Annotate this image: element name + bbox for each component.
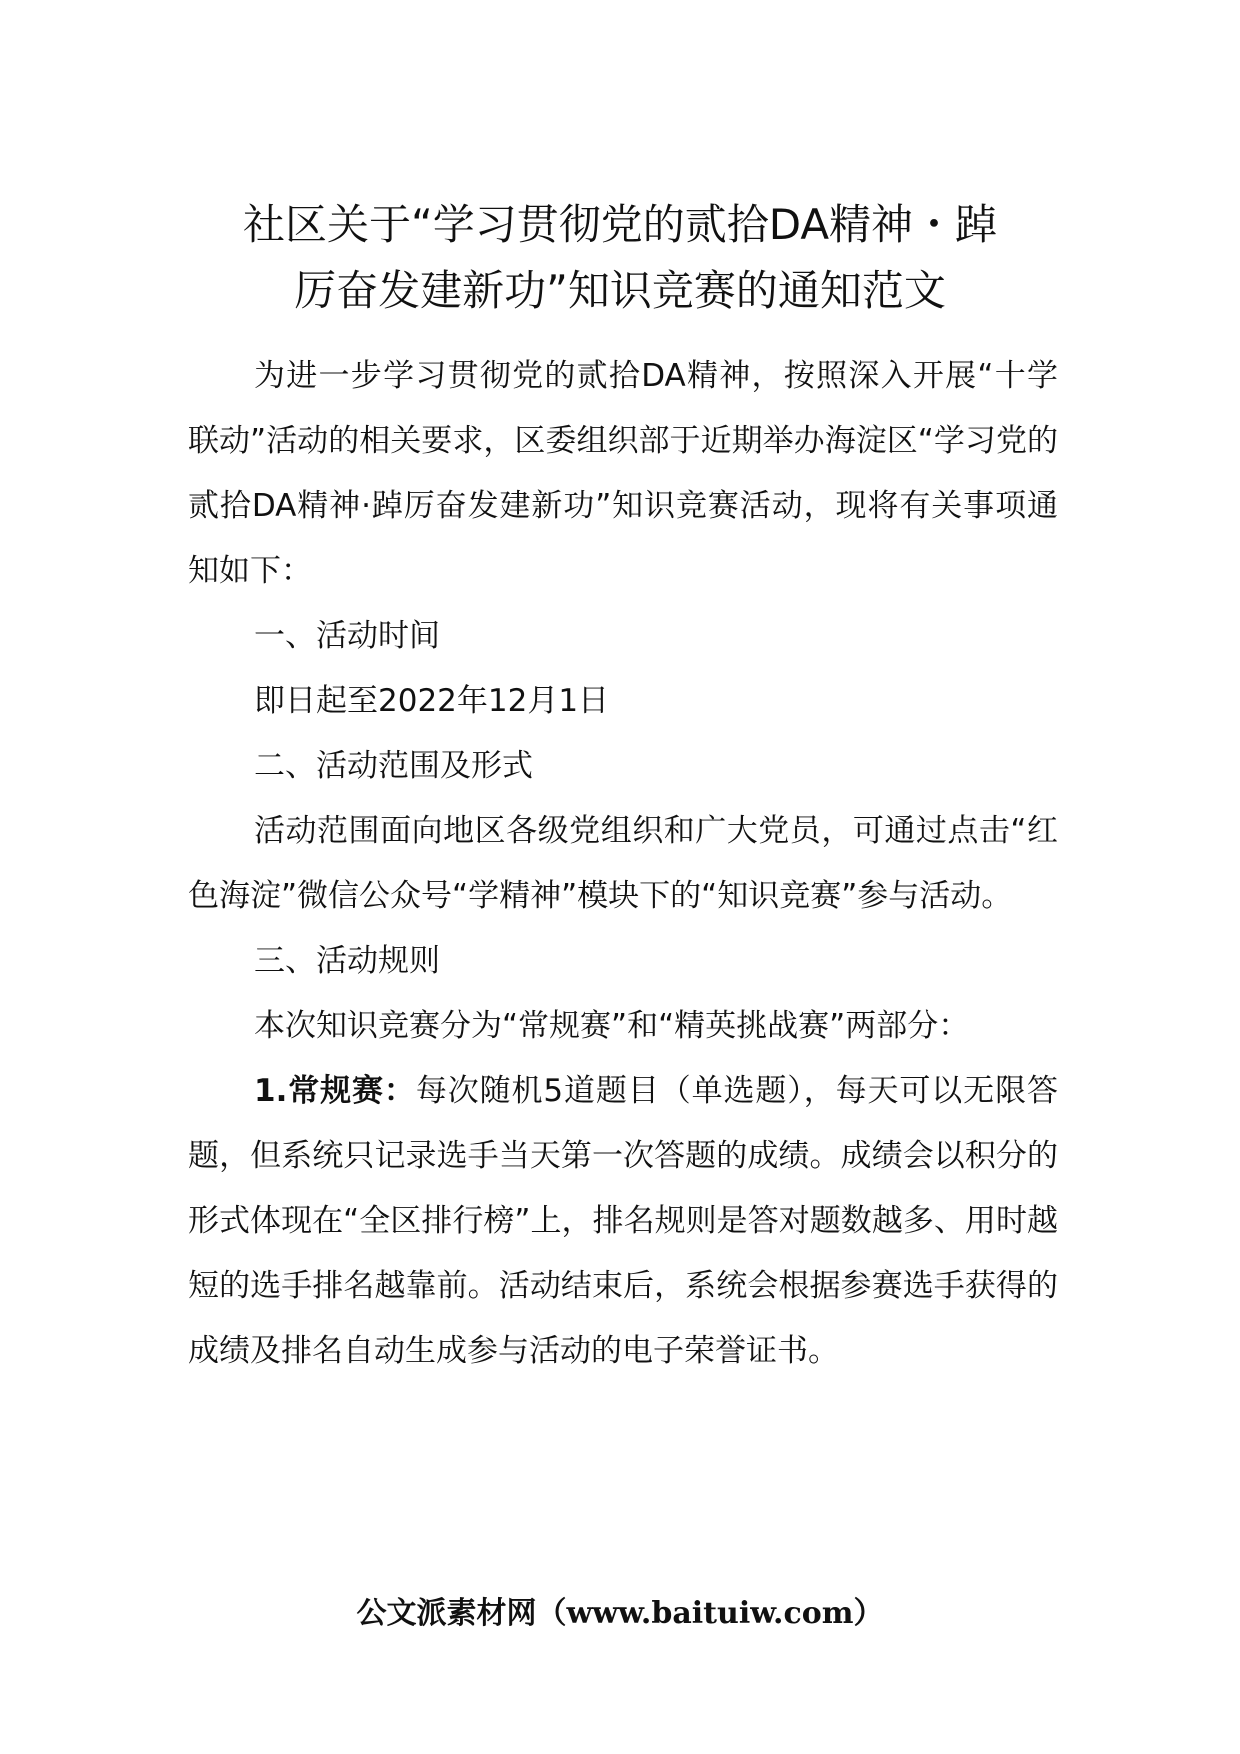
rules-paragraph: 本次知识竞赛分为“常规赛”和“精英挑战赛”两部分： bbox=[254, 1008, 970, 1044]
section-heading-time: 一、活动时间 bbox=[254, 618, 440, 654]
time-paragraph: 即日起至2022年12月1日 bbox=[254, 683, 610, 719]
regular-match-text: 每次随机5道题目（单选题），每天可以无限答题，但系统只记录选手当天第一次答题的成绩。成绩会以积分的形式体现在“全区排行榜”上，排名规则是答对题数越多、用时越短的选手排名越靠前。活动结束后，系统会根据参赛选手获得的成绩及排名自动生成参与活动的电子荣誉证书。 bbox=[188, 1073, 1058, 1369]
title-line-1: 社区关于“学习贯彻党的贰拾DA精神・踔 bbox=[242, 200, 998, 249]
scope-paragraph: 活动范围面向地区各级党组织和广大党员，可通过点击“红色海淀”微信公众号“学精神”模块下的“知识竞赛”参与活动。 bbox=[188, 813, 1058, 914]
section-heading-scope: 二、活动范围及形式 bbox=[254, 748, 533, 784]
document-title bbox=[150, 192, 1090, 324]
regular-match-label: 1.常规赛： bbox=[254, 1073, 416, 1109]
title-line-2: 厉奋发建新功”知识竞赛的通知范文 bbox=[294, 266, 946, 315]
regular-match-paragraph bbox=[188, 1059, 1058, 1384]
footer-source: 公文派素材网（www.baituiw.com） bbox=[356, 1596, 884, 1631]
document-body bbox=[188, 344, 1058, 1384]
section-heading-rules: 三、活动规则 bbox=[254, 943, 440, 979]
intro-paragraph: 为进一步学习贯彻党的贰拾DA精神，按照深入开展“十学联动”活动的相关要求，区委组织部于近期举办海淀区“学习党的贰拾DA精神·踔厉奋发建新功”知识竞赛活动，现将有关事项通知如下： bbox=[188, 358, 1058, 589]
